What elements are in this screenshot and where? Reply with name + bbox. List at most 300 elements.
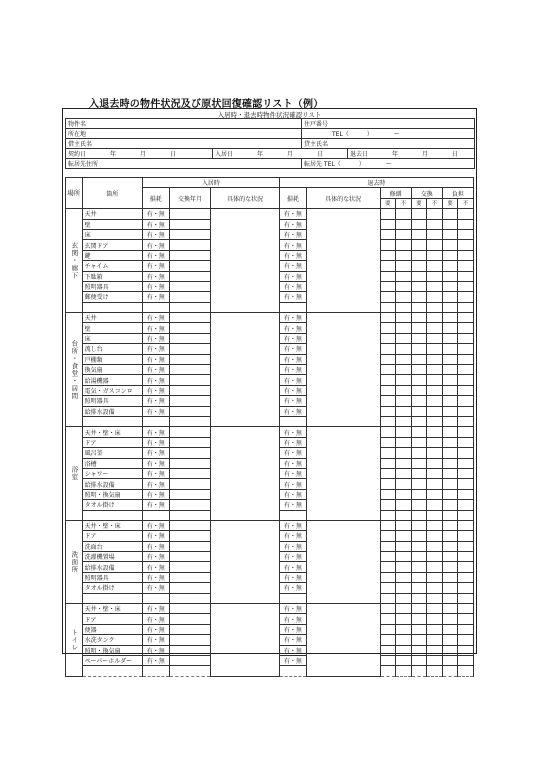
check-cell[interactable] (458, 583, 474, 593)
move-in-yes-no[interactable]: 有・無 (142, 614, 169, 624)
replace-date-cell[interactable] (169, 468, 211, 478)
check-cell[interactable] (442, 261, 458, 271)
check-cell[interactable] (427, 365, 443, 375)
check-cell[interactable] (380, 302, 396, 312)
move-in-yes-no[interactable]: 有・無 (142, 375, 169, 385)
check-cell[interactable] (458, 531, 474, 541)
check-cell[interactable] (396, 416, 412, 426)
check-cell[interactable] (442, 250, 458, 260)
replace-date-cell[interactable] (169, 250, 211, 260)
check-cell[interactable] (411, 500, 427, 510)
move-out-yes-no[interactable]: 有・無 (279, 562, 306, 572)
check-cell[interactable] (396, 562, 412, 572)
move-in-yes-no[interactable]: 有・無 (142, 437, 169, 447)
check-cell[interactable] (396, 593, 412, 603)
replace-date-cell[interactable] (169, 562, 211, 572)
check-cell[interactable] (427, 500, 443, 510)
check-cell[interactable] (380, 250, 396, 260)
replace-date-cell[interactable] (169, 323, 211, 333)
replace-date-cell[interactable] (169, 219, 211, 229)
check-cell[interactable] (396, 333, 412, 343)
check-cell[interactable] (458, 437, 474, 447)
check-cell[interactable] (396, 250, 412, 260)
check-cell[interactable] (427, 427, 443, 437)
check-cell[interactable] (427, 489, 443, 499)
move-in-yes-no[interactable]: 有・無 (142, 448, 169, 458)
check-cell[interactable] (442, 593, 458, 603)
check-cell[interactable] (442, 302, 458, 312)
replace-date-cell[interactable] (169, 655, 211, 665)
check-cell[interactable] (411, 396, 427, 406)
move-in-details-cell[interactable] (211, 520, 280, 603)
check-cell[interactable] (411, 281, 427, 291)
check-cell[interactable] (380, 479, 396, 489)
check-cell[interactable] (411, 479, 427, 489)
move-in-details-cell[interactable] (211, 209, 280, 313)
move-out-yes-no[interactable]: 有・無 (279, 500, 306, 510)
check-cell[interactable] (442, 323, 458, 333)
move-in-yes-no[interactable]: 有・無 (142, 229, 169, 239)
check-cell[interactable] (396, 458, 412, 468)
move-out-yes-no[interactable]: 有・無 (279, 385, 306, 395)
replace-date-cell[interactable] (169, 624, 211, 634)
check-cell[interactable] (396, 261, 412, 271)
check-cell[interactable] (411, 209, 427, 219)
check-cell[interactable] (411, 448, 427, 458)
check-cell[interactable] (380, 468, 396, 478)
move-in-yes-no[interactable]: 有・無 (142, 655, 169, 665)
replace-date-cell[interactable] (169, 427, 211, 437)
move-out-details-cell[interactable] (306, 604, 380, 677)
check-cell[interactable] (458, 541, 474, 551)
check-cell[interactable] (411, 520, 427, 530)
replace-date-cell[interactable] (169, 437, 211, 447)
check-cell[interactable] (380, 209, 396, 219)
check-cell[interactable] (396, 520, 412, 530)
check-cell[interactable] (396, 531, 412, 541)
move-out-yes-no[interactable]: 有・無 (279, 333, 306, 343)
check-cell[interactable] (442, 375, 458, 385)
check-cell[interactable] (396, 437, 412, 447)
replace-date-cell[interactable] (169, 385, 211, 395)
check-cell[interactable] (396, 500, 412, 510)
move-out-yes-no[interactable]: 有・無 (279, 344, 306, 354)
check-cell[interactable] (442, 437, 458, 447)
replace-date-cell[interactable] (169, 375, 211, 385)
move-out-yes-no[interactable]: 有・無 (279, 313, 306, 323)
move-out-yes-no[interactable]: 有・無 (279, 209, 306, 219)
check-cell[interactable] (442, 510, 458, 520)
move-in-yes-no[interactable]: 有・無 (142, 645, 169, 655)
check-cell[interactable] (411, 385, 427, 395)
replace-date-cell[interactable] (169, 396, 211, 406)
check-cell[interactable] (442, 666, 458, 676)
check-cell[interactable] (411, 323, 427, 333)
check-cell[interactable] (380, 552, 396, 562)
check-cell[interactable] (411, 635, 427, 645)
check-cell[interactable] (458, 250, 474, 260)
move-out-yes-no[interactable]: 有・無 (279, 614, 306, 624)
move-in-yes-no[interactable]: 有・無 (142, 562, 169, 572)
check-cell[interactable] (396, 645, 412, 655)
check-cell[interactable] (427, 510, 443, 520)
check-cell[interactable] (411, 458, 427, 468)
check-cell[interactable] (458, 344, 474, 354)
check-cell[interactable] (427, 416, 443, 426)
check-cell[interactable] (458, 520, 474, 530)
check-cell[interactable] (458, 281, 474, 291)
check-cell[interactable] (380, 313, 396, 323)
replace-date-cell[interactable] (169, 645, 211, 655)
check-cell[interactable] (458, 219, 474, 229)
check-cell[interactable] (458, 229, 474, 239)
check-cell[interactable] (458, 385, 474, 395)
check-cell[interactable] (458, 500, 474, 510)
move-out-yes-no[interactable]: 有・無 (279, 479, 306, 489)
check-cell[interactable] (458, 209, 474, 219)
check-cell[interactable] (380, 520, 396, 530)
move-out-details-cell[interactable] (306, 520, 380, 603)
check-cell[interactable] (458, 458, 474, 468)
check-cell[interactable] (380, 655, 396, 665)
replace-date-cell[interactable] (169, 479, 211, 489)
check-cell[interactable] (411, 250, 427, 260)
move-out-yes-no[interactable]: 有・無 (279, 427, 306, 437)
check-cell[interactable] (411, 219, 427, 229)
check-cell[interactable] (411, 229, 427, 239)
check-cell[interactable] (411, 344, 427, 354)
check-cell[interactable] (380, 292, 396, 302)
check-cell[interactable] (458, 468, 474, 478)
check-cell[interactable] (427, 572, 443, 582)
check-cell[interactable] (458, 261, 474, 271)
check-cell[interactable] (396, 302, 412, 312)
move-in-yes-no[interactable]: 有・無 (142, 406, 169, 416)
check-cell[interactable] (411, 292, 427, 302)
move-in-yes-no[interactable]: 有・無 (142, 219, 169, 229)
check-cell[interactable] (380, 344, 396, 354)
check-cell[interactable] (458, 448, 474, 458)
move-in-yes-no[interactable]: 有・無 (142, 583, 169, 593)
check-cell[interactable] (411, 240, 427, 250)
check-cell[interactable] (411, 562, 427, 572)
check-cell[interactable] (380, 645, 396, 655)
move-out-yes-no[interactable]: 有・無 (279, 437, 306, 447)
check-cell[interactable] (380, 437, 396, 447)
move-in-yes-no[interactable]: 有・無 (142, 354, 169, 364)
check-cell[interactable] (427, 323, 443, 333)
check-cell[interactable] (411, 416, 427, 426)
check-cell[interactable] (396, 655, 412, 665)
move-in-yes-no[interactable]: 有・無 (142, 250, 169, 260)
move-in-yes-no[interactable]: 有・無 (142, 635, 169, 645)
check-cell[interactable] (442, 209, 458, 219)
check-cell[interactable] (458, 323, 474, 333)
check-cell[interactable] (396, 572, 412, 582)
replace-date-cell[interactable] (169, 510, 211, 520)
move-out-yes-no[interactable]: 有・無 (279, 531, 306, 541)
check-cell[interactable] (380, 365, 396, 375)
move-in-yes-no[interactable]: 有・無 (142, 604, 169, 614)
check-cell[interactable] (396, 313, 412, 323)
replace-date-cell[interactable] (169, 344, 211, 354)
check-cell[interactable] (396, 365, 412, 375)
check-cell[interactable] (396, 385, 412, 395)
check-cell[interactable] (442, 562, 458, 572)
check-cell[interactable] (380, 604, 396, 614)
replace-date-cell[interactable] (169, 614, 211, 624)
check-cell[interactable] (442, 635, 458, 645)
move-in-yes-no[interactable]: 有・無 (142, 261, 169, 271)
move-in-yes-no[interactable]: 有・無 (142, 552, 169, 562)
move-out-yes-no[interactable]: 有・無 (279, 520, 306, 530)
check-cell[interactable] (442, 583, 458, 593)
check-cell[interactable] (396, 552, 412, 562)
check-cell[interactable] (458, 572, 474, 582)
check-cell[interactable] (427, 375, 443, 385)
move-in-details-cell[interactable] (211, 313, 280, 427)
move-out-yes-no[interactable]: 有・無 (279, 261, 306, 271)
check-cell[interactable] (427, 209, 443, 219)
check-cell[interactable] (427, 541, 443, 551)
check-cell[interactable] (396, 479, 412, 489)
check-cell[interactable] (442, 645, 458, 655)
check-cell[interactable] (442, 229, 458, 239)
check-cell[interactable] (380, 323, 396, 333)
check-cell[interactable] (411, 531, 427, 541)
check-cell[interactable] (396, 323, 412, 333)
replace-date-cell[interactable] (169, 531, 211, 541)
check-cell[interactable] (458, 375, 474, 385)
move-out-yes-no[interactable]: 有・無 (279, 240, 306, 250)
check-cell[interactable] (411, 624, 427, 634)
check-cell[interactable] (427, 635, 443, 645)
replace-date-cell[interactable] (169, 583, 211, 593)
check-cell[interactable] (380, 614, 396, 624)
check-cell[interactable] (380, 666, 396, 676)
check-cell[interactable] (411, 541, 427, 551)
check-cell[interactable] (458, 593, 474, 603)
check-cell[interactable] (396, 468, 412, 478)
check-cell[interactable] (380, 240, 396, 250)
check-cell[interactable] (411, 333, 427, 343)
check-cell[interactable] (442, 479, 458, 489)
check-cell[interactable] (427, 406, 443, 416)
check-cell[interactable] (427, 219, 443, 229)
check-cell[interactable] (396, 396, 412, 406)
move-out-yes-no[interactable]: 有・無 (279, 645, 306, 655)
check-cell[interactable] (380, 510, 396, 520)
check-cell[interactable] (380, 271, 396, 281)
move-out-yes-no[interactable]: 有・無 (279, 541, 306, 551)
check-cell[interactable] (411, 437, 427, 447)
check-cell[interactable] (396, 583, 412, 593)
check-cell[interactable] (458, 479, 474, 489)
check-cell[interactable] (411, 604, 427, 614)
replace-date-cell[interactable] (169, 552, 211, 562)
check-cell[interactable] (442, 624, 458, 634)
check-cell[interactable] (442, 219, 458, 229)
check-cell[interactable] (442, 520, 458, 530)
check-cell[interactable] (411, 261, 427, 271)
replace-date-cell[interactable] (169, 333, 211, 343)
check-cell[interactable] (427, 479, 443, 489)
move-in-yes-no[interactable]: 有・無 (142, 385, 169, 395)
check-cell[interactable] (411, 427, 427, 437)
move-in-yes-no[interactable]: 有・無 (142, 531, 169, 541)
check-cell[interactable] (458, 645, 474, 655)
replace-date-cell[interactable] (169, 635, 211, 645)
move-in-yes-no[interactable]: 有・無 (142, 458, 169, 468)
check-cell[interactable] (427, 292, 443, 302)
replace-date-cell[interactable] (169, 271, 211, 281)
replace-date-cell[interactable] (169, 229, 211, 239)
check-cell[interactable] (380, 375, 396, 385)
check-cell[interactable] (396, 635, 412, 645)
move-in-yes-no[interactable]: 有・無 (142, 624, 169, 634)
check-cell[interactable] (458, 510, 474, 520)
check-cell[interactable] (458, 365, 474, 375)
check-cell[interactable] (442, 385, 458, 395)
replace-date-cell[interactable] (169, 365, 211, 375)
replace-date-cell[interactable] (169, 354, 211, 364)
move-out-yes-no[interactable]: 有・無 (279, 624, 306, 634)
check-cell[interactable] (427, 354, 443, 364)
check-cell[interactable] (427, 281, 443, 291)
check-cell[interactable] (427, 271, 443, 281)
check-cell[interactable] (427, 645, 443, 655)
check-cell[interactable] (442, 396, 458, 406)
move-out-details-cell[interactable] (306, 209, 380, 313)
replace-date-cell[interactable] (169, 489, 211, 499)
check-cell[interactable] (458, 313, 474, 323)
move-in-yes-no[interactable]: 有・無 (142, 427, 169, 437)
check-cell[interactable] (396, 354, 412, 364)
move-in-yes-no[interactable]: 有・無 (142, 281, 169, 291)
check-cell[interactable] (380, 624, 396, 634)
check-cell[interactable] (411, 510, 427, 520)
check-cell[interactable] (396, 614, 412, 624)
check-cell[interactable] (396, 624, 412, 634)
check-cell[interactable] (411, 583, 427, 593)
move-out-yes-no[interactable]: 有・無 (279, 604, 306, 614)
check-cell[interactable] (396, 292, 412, 302)
check-cell[interactable] (458, 396, 474, 406)
move-in-yes-no[interactable]: 有・無 (142, 468, 169, 478)
check-cell[interactable] (427, 333, 443, 343)
check-cell[interactable] (427, 385, 443, 395)
check-cell[interactable] (380, 572, 396, 582)
check-cell[interactable] (427, 313, 443, 323)
move-in-yes-no[interactable]: 有・無 (142, 292, 169, 302)
check-cell[interactable] (411, 614, 427, 624)
move-out-yes-no[interactable]: 有・無 (279, 468, 306, 478)
check-cell[interactable] (442, 365, 458, 375)
check-cell[interactable] (396, 427, 412, 437)
check-cell[interactable] (427, 250, 443, 260)
check-cell[interactable] (411, 645, 427, 655)
check-cell[interactable] (427, 604, 443, 614)
move-out-yes-no[interactable]: 有・無 (279, 354, 306, 364)
check-cell[interactable] (411, 271, 427, 281)
replace-date-cell[interactable] (169, 302, 211, 312)
check-cell[interactable] (380, 281, 396, 291)
check-cell[interactable] (380, 385, 396, 395)
check-cell[interactable] (427, 261, 443, 271)
move-out-yes-no[interactable]: 有・無 (279, 292, 306, 302)
move-out-yes-no[interactable]: 有・無 (279, 271, 306, 281)
move-out-yes-no[interactable]: 有・無 (279, 250, 306, 260)
check-cell[interactable] (380, 406, 396, 416)
check-cell[interactable] (442, 604, 458, 614)
check-cell[interactable] (427, 302, 443, 312)
check-cell[interactable] (442, 354, 458, 364)
check-cell[interactable] (380, 593, 396, 603)
move-in-yes-no[interactable]: 有・無 (142, 271, 169, 281)
check-cell[interactable] (411, 468, 427, 478)
check-cell[interactable] (442, 531, 458, 541)
check-cell[interactable] (380, 635, 396, 645)
replace-date-cell[interactable] (169, 572, 211, 582)
move-in-yes-no[interactable]: 有・無 (142, 313, 169, 323)
check-cell[interactable] (458, 427, 474, 437)
replace-date-cell[interactable] (169, 458, 211, 468)
check-cell[interactable] (442, 240, 458, 250)
check-cell[interactable] (380, 541, 396, 551)
check-cell[interactable] (396, 271, 412, 281)
check-cell[interactable] (380, 500, 396, 510)
move-out-yes-no[interactable]: 有・無 (279, 655, 306, 665)
replace-date-cell[interactable] (169, 604, 211, 614)
check-cell[interactable] (380, 354, 396, 364)
move-in-yes-no[interactable]: 有・無 (142, 396, 169, 406)
check-cell[interactable] (411, 489, 427, 499)
move-out-yes-no[interactable]: 有・無 (279, 583, 306, 593)
check-cell[interactable] (458, 292, 474, 302)
check-cell[interactable] (380, 489, 396, 499)
check-cell[interactable] (380, 531, 396, 541)
check-cell[interactable] (442, 489, 458, 499)
check-cell[interactable] (380, 427, 396, 437)
check-cell[interactable] (442, 552, 458, 562)
move-out-yes-no[interactable]: 有・無 (279, 365, 306, 375)
check-cell[interactable] (411, 302, 427, 312)
replace-date-cell[interactable] (169, 593, 211, 603)
check-cell[interactable] (380, 261, 396, 271)
move-out-yes-no[interactable]: 有・無 (279, 458, 306, 468)
check-cell[interactable] (458, 614, 474, 624)
check-cell[interactable] (411, 365, 427, 375)
check-cell[interactable] (442, 406, 458, 416)
check-cell[interactable] (427, 396, 443, 406)
check-cell[interactable] (442, 281, 458, 291)
check-cell[interactable] (396, 448, 412, 458)
move-out-yes-no[interactable]: 有・無 (279, 572, 306, 582)
check-cell[interactable] (380, 229, 396, 239)
check-cell[interactable] (411, 552, 427, 562)
move-out-yes-no[interactable]: 有・無 (279, 281, 306, 291)
check-cell[interactable] (427, 655, 443, 665)
check-cell[interactable] (411, 666, 427, 676)
check-cell[interactable] (458, 635, 474, 645)
replace-date-cell[interactable] (169, 240, 211, 250)
check-cell[interactable] (442, 458, 458, 468)
check-cell[interactable] (396, 281, 412, 291)
replace-date-cell[interactable] (169, 666, 211, 676)
check-cell[interactable] (442, 416, 458, 426)
check-cell[interactable] (458, 552, 474, 562)
check-cell[interactable] (411, 406, 427, 416)
